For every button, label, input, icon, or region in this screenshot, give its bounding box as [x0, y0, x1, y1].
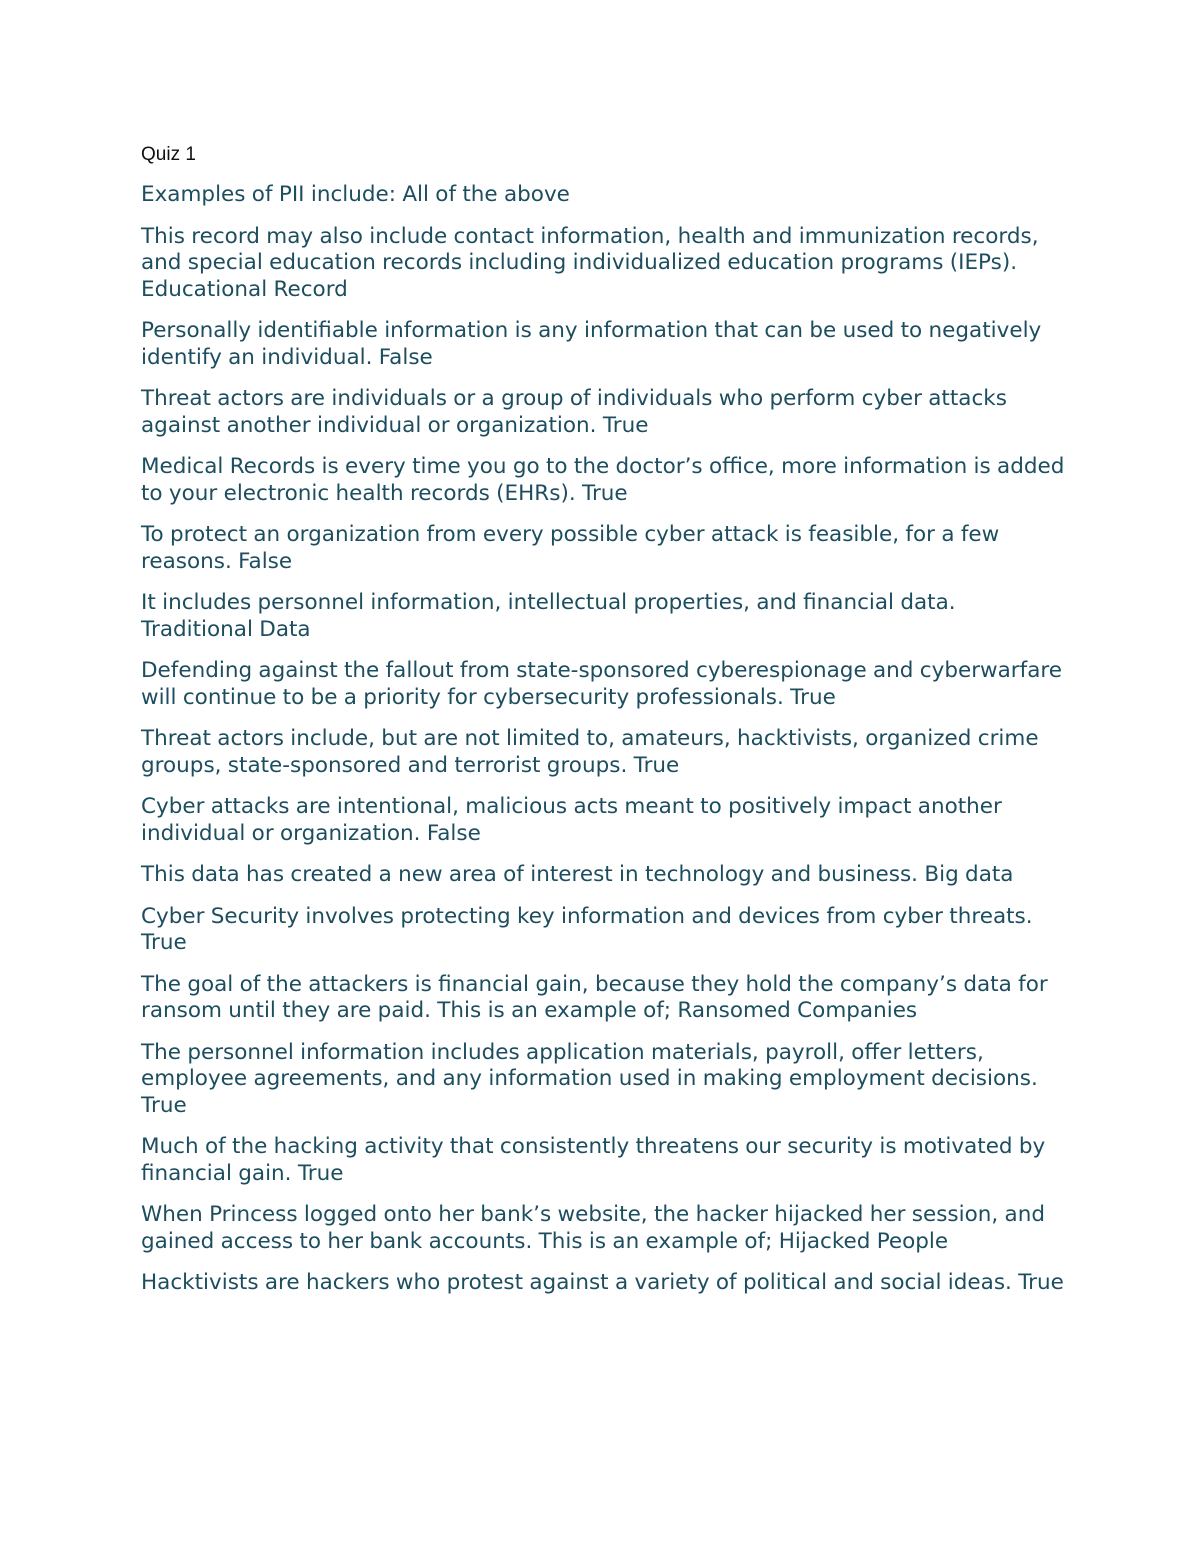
list-item: Threat actors include, but are not limited to, amateurs, hacktivists, organized crime groups, state-sponsored and terrorist groups. True	[141, 726, 1039, 778]
list-item: This data has created a new area of interest in technology and business. Big data	[141, 862, 1014, 887]
list-item: Examples of PII include: All of the above	[141, 182, 570, 207]
list-item: The goal of the attackers is financial gain, because they hold the company’s data for ransom until they are paid. This is an example of; Ransomed Companies	[141, 971, 1048, 1023]
list-item: This record may also include contact information, health and immunization records, and special education records including individualized education programs (IEPs). Educational Record	[141, 223, 1039, 302]
list-item: To protect an organization from every possible cyber attack is feasible, for a few reasons. False	[141, 522, 1000, 574]
list-item: Cyber attacks are intentional, malicious acts meant to positively impact another individual or organization. False	[141, 794, 1002, 846]
list-item: Hacktivists are hackers who protest against a variety of political and social ideas. True	[141, 1270, 1064, 1295]
list-item: Threat actors are individuals or a group of individuals who perform cyber attacks against another individual or organization. True	[141, 386, 1007, 438]
list-item: Defending against the fallout from state-sponsored cyberespionage and cyberwarfare will continue to be a priority for cybersecurity professionals. True	[141, 658, 1062, 710]
list-item: The personnel information includes application materials, payroll, offer letters, employee agreements, and any information used in making employment decisions. True	[141, 1039, 1038, 1118]
list-item: When Princess logged onto her bank’s website, the hacker hijacked her session, and gained access to her bank accounts. This is an example of; Hijacked People	[141, 1202, 1045, 1254]
list-item: Cyber Security involves protecting key information and devices from cyber threats. True	[141, 903, 1033, 955]
list-item: Much of the hacking activity that consistently threatens our security is motivated by financial gain. True	[141, 1134, 1046, 1186]
list-item: Personally identifiable information is any information that can be used to negatively identify an individual. False	[141, 318, 1042, 370]
page-title: Quiz 1	[141, 144, 196, 165]
qa-list	[141, 182, 1066, 1312]
list-item: It includes personnel information, intellectual properties, and financial data. Traditional Data	[141, 590, 956, 642]
list-item: Medical Records is every time you go to the doctor’s office, more information is added to your electronic health records (EHRs). True	[141, 454, 1065, 506]
